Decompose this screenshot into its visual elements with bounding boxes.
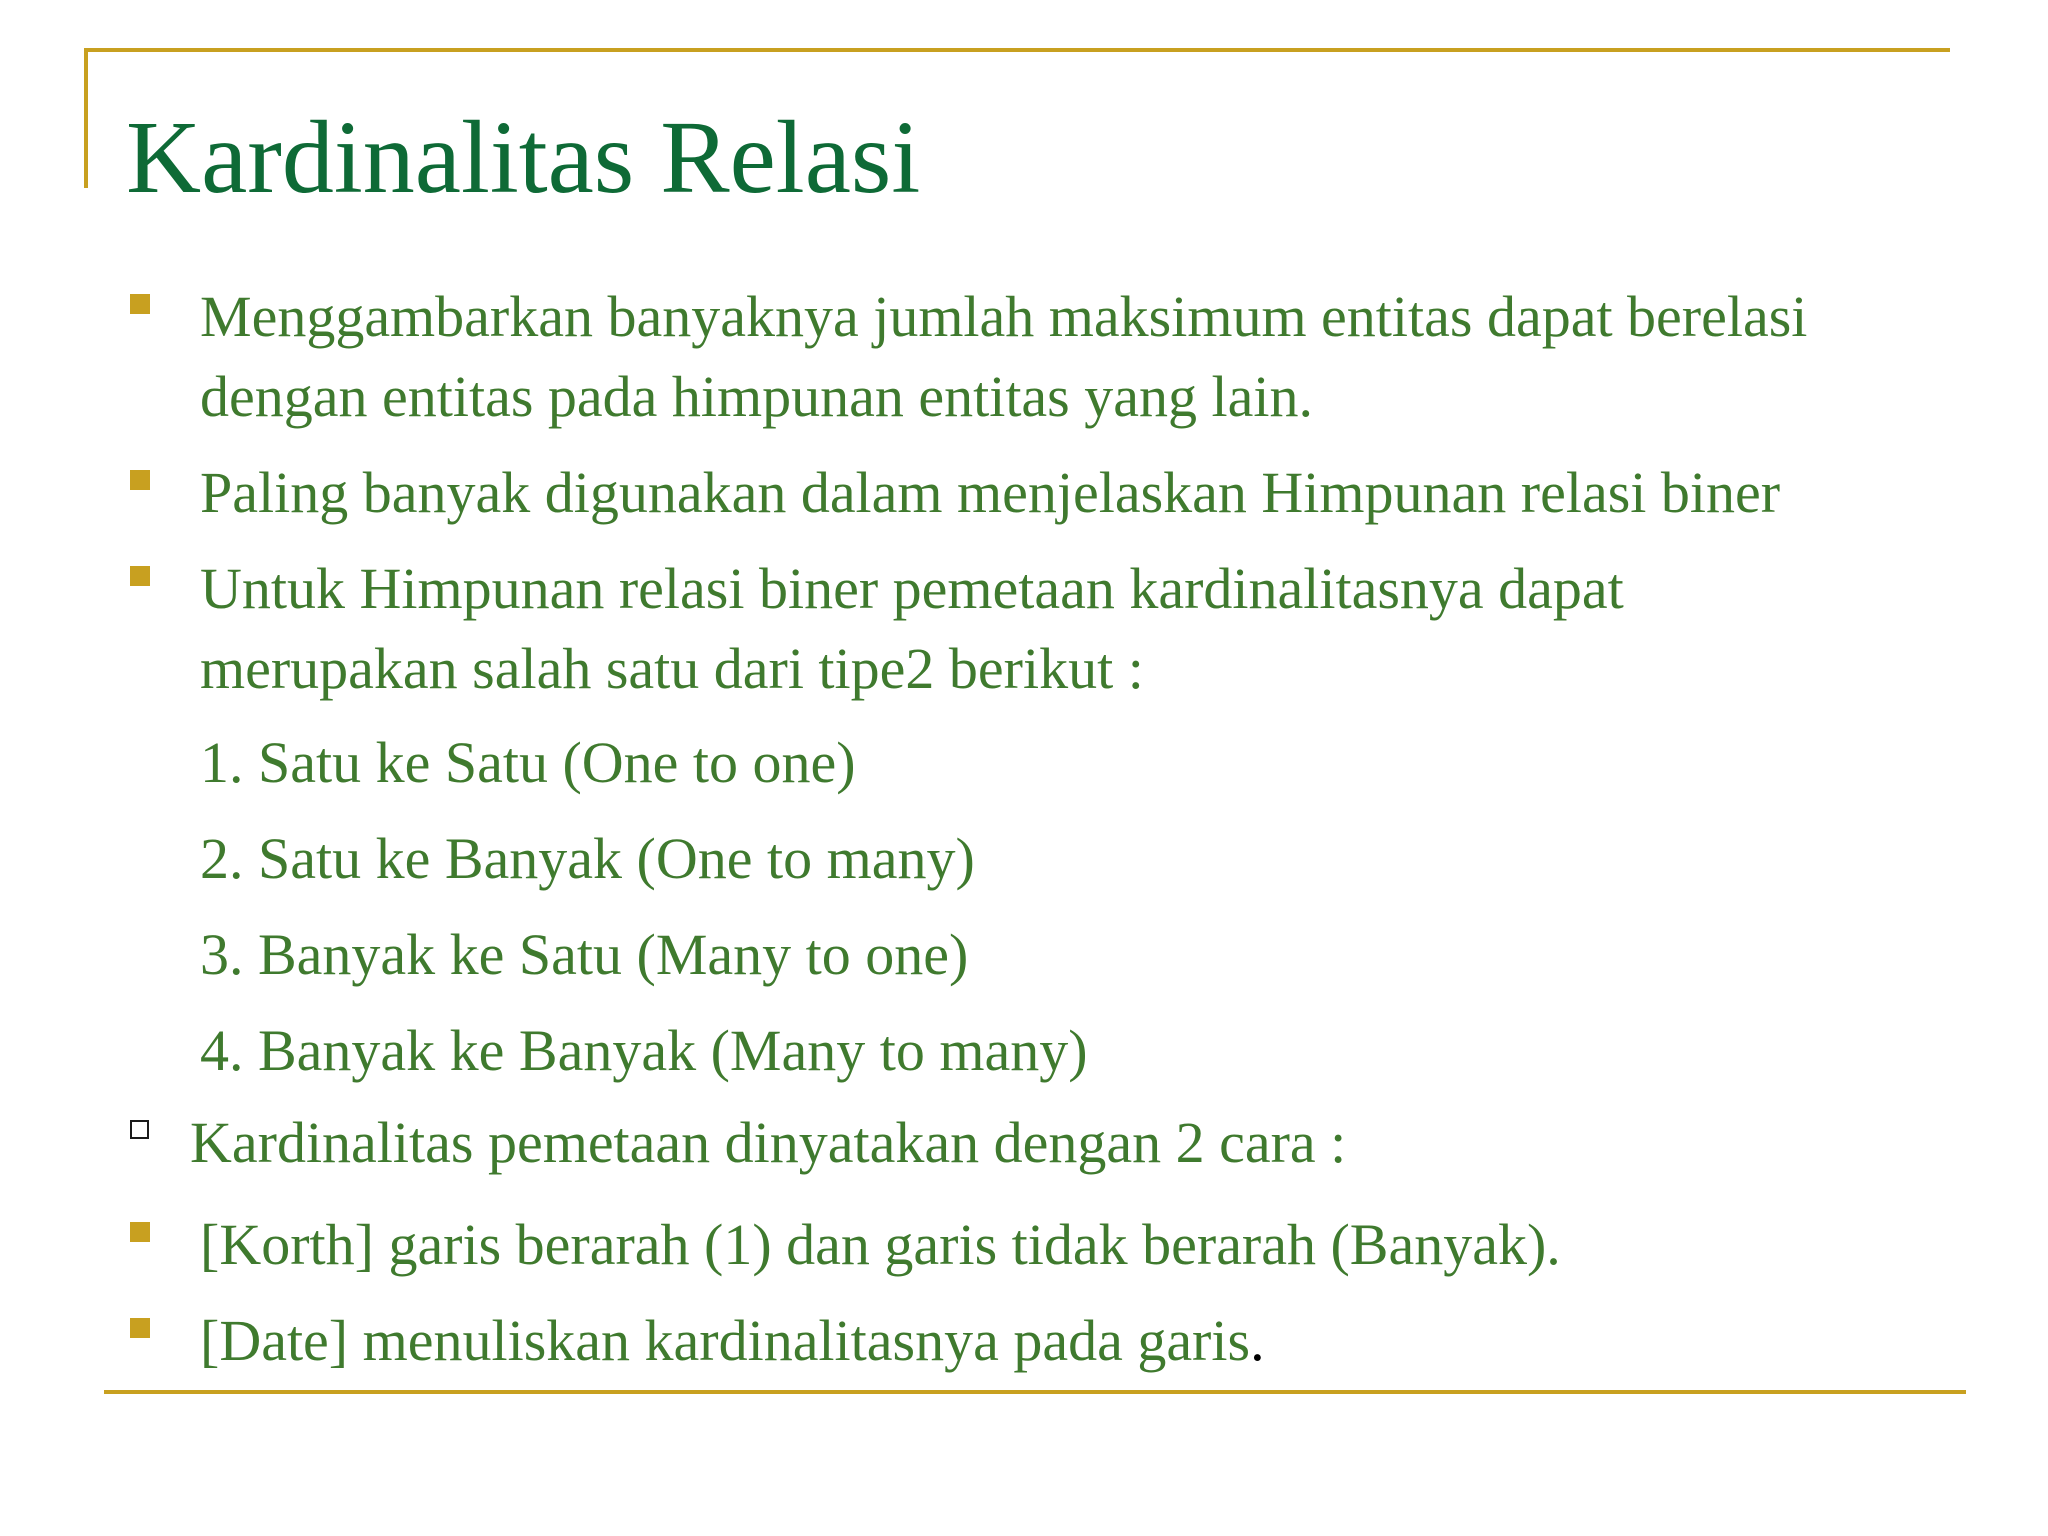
sub-bullet-date-text: [Date] menuliskan kardinalitasnya pada garis — [200, 1308, 1251, 1373]
numbered-item-2: 2. Satu ke Banyak (One to many) — [200, 826, 975, 891]
numbered-item-3: 3. Banyak ke Satu (Many to one) — [200, 922, 969, 987]
final-period: . — [1250, 1308, 1265, 1373]
square-bullet-icon — [130, 294, 150, 314]
bullet-2-line-1: Paling banyak digunakan dalam menjelaskan Himpunan relasi biner — [200, 460, 1781, 525]
hollow-square-bullet-icon — [130, 1120, 149, 1139]
hollow-bullet-text: Kardinalitas pemetaan dinyatakan dengan 2 cara : — [190, 1110, 1347, 1175]
numbered-item-1: 1. Satu ke Satu (One to one) — [200, 730, 856, 795]
square-bullet-icon — [130, 566, 150, 586]
square-bullet-icon — [130, 470, 150, 490]
frame-top-rule — [84, 48, 1950, 52]
square-bullet-icon — [130, 1318, 150, 1338]
bullet-3-line-2: merupakan salah satu dari tipe2 berikut : — [200, 636, 1144, 701]
bullet-1-line-1: Menggambarkan banyaknya jumlah maksimum entitas dapat berelasi — [200, 284, 1808, 349]
square-bullet-icon — [130, 1222, 150, 1242]
frame-left-rule — [84, 48, 88, 188]
frame-bottom-rule — [104, 1390, 1966, 1394]
slide-title: Kardinalitas Relasi — [126, 100, 921, 215]
sub-bullet-korth: [Korth] garis berarah (1) dan garis tidak berarah (Banyak). — [200, 1212, 1561, 1277]
sub-bullet-date — [200, 1306, 1265, 1376]
numbered-item-4: 4. Banyak ke Banyak (Many to many) — [200, 1018, 1088, 1083]
bullet-3-line-1: Untuk Himpunan relasi biner pemetaan kardinalitasnya dapat — [200, 556, 1624, 621]
bullet-1-line-2: dengan entitas pada himpunan entitas yang lain. — [200, 364, 1313, 429]
